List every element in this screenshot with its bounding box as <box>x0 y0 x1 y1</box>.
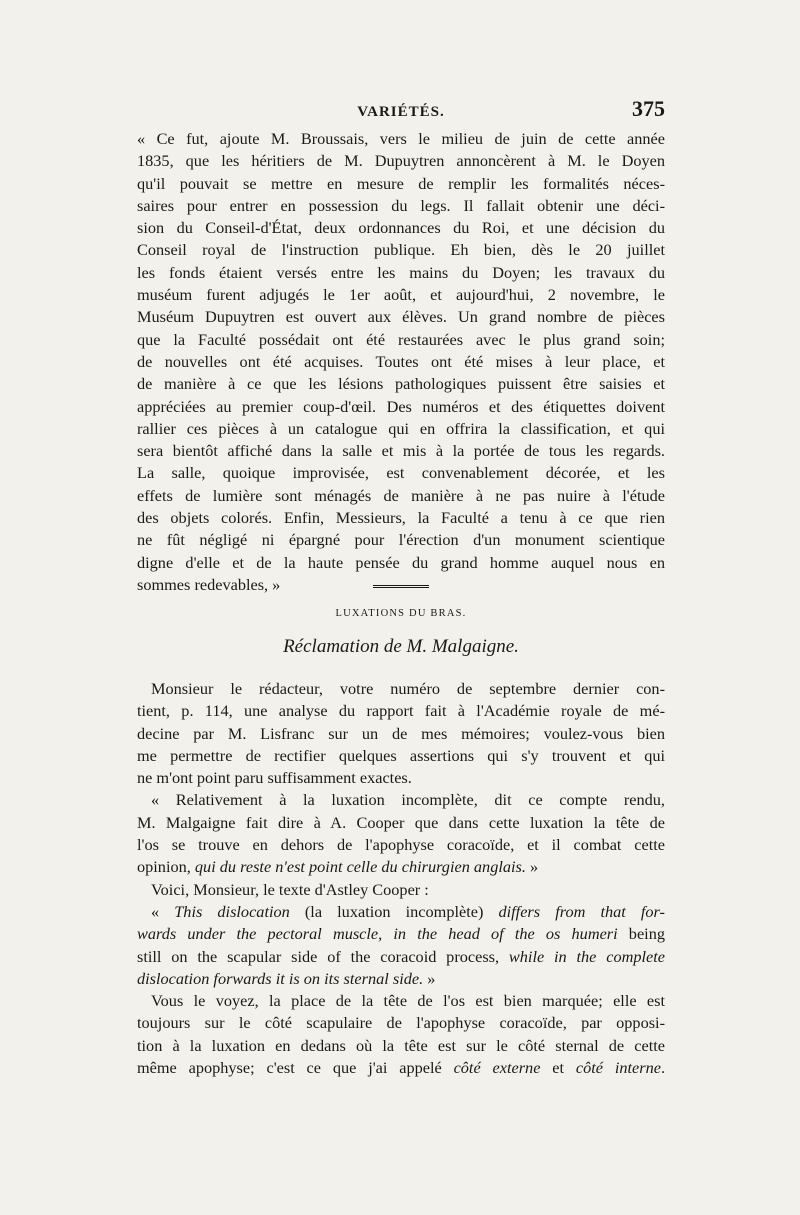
text-line: decine par M. Lisfranc sur un de mes mémoires; voulez-vous bien <box>137 723 665 743</box>
section-title: LUXATIONS DU BRAS. <box>335 608 467 619</box>
divider-rule <box>373 585 429 589</box>
running-head: VARIÉTÉS. <box>357 104 445 120</box>
text-line: 1835, que les héritiers de M. Dupuytren annoncèrent à M. le Doyen <box>137 151 665 171</box>
text-line: ne m'ont point paru suffisamment exactes. <box>137 768 412 788</box>
text-line: que la Faculté possédait ont été restaurées avec le plus grand soin; <box>137 329 665 349</box>
text-fragment: being <box>617 924 665 944</box>
text-line: qu'il pouvait se mettre en mesure de remplir les formalités néces- <box>137 173 665 193</box>
quoted-speech-paragraph <box>137 128 665 596</box>
text-line: appréciées au premier coup-d'œil. Des numéros et des étiquettes doivent <box>137 396 665 416</box>
text-line: tient, p. 114, une analyse du rapport fait à l'Académie royale de mé- <box>137 701 665 721</box>
text-line: Voici, Monsieur, le texte d'Astley Cooper : <box>151 879 429 899</box>
italic-fragment: wards under the pectoral muscle, in the head of the os humeri <box>137 924 618 944</box>
italic-fragment: dislocation forwards it is on its sternal side. <box>137 968 424 988</box>
text-fragment: . <box>660 1058 665 1078</box>
text-line: digne d'elle et de la haute pensée du grand homme auquel nous en <box>137 552 665 572</box>
text-line: saires pour entrer en possession du legs. Il fallait obtenir une déci- <box>137 195 665 215</box>
text-line: M. Malgaigne fait dire à A. Cooper que dans cette luxation la tête de <box>137 812 665 832</box>
text-fragment: (la luxation incomplète) <box>289 901 499 921</box>
text-line: Vous le voyez, la place de la tête de l'os est bien marquée; elle est <box>151 991 665 1011</box>
text-line: La salle, quoique improvisée, est convenablement décorée, et les <box>137 463 665 483</box>
text-line: effets de lumière sont ménagés de manière à ne pas nuire à l'étude <box>137 485 665 505</box>
text-line: Conseil royal de l'instruction publique. Eh bien, dès le 20 juillet <box>137 240 665 260</box>
text-fragment: still on the scapular side of the coracoid process, <box>137 946 509 966</box>
text-line: toujours sur le côté scapulaire de l'apophyse coracoïde, par opposi- <box>137 1013 665 1033</box>
text-line: me permettre de rectifier quelques assertions qui s'y trouvent et qui <box>137 745 665 765</box>
text-fragment: » <box>423 968 436 988</box>
text-line: sera bientôt affiché dans la salle et mis à la portée de tous les regards. <box>137 441 665 461</box>
text-fragment: opinion, <box>137 857 195 877</box>
italic-fragment: differs from that for- <box>498 901 665 921</box>
text-line: sommes redevables, » <box>137 574 281 594</box>
section-divider <box>137 582 665 592</box>
italic-fragment: côté interne <box>575 1058 661 1078</box>
text-fragment: « <box>151 901 175 921</box>
text-line: Monsieur le rédacteur, votre numéro de septembre dernier con- <box>151 679 665 698</box>
letter-body <box>137 678 665 1079</box>
text-line: l'os se trouve en dehors de l'apophyse coracoïde, et il combat cette <box>137 835 665 855</box>
text-line: « Relativement à la luxation incomplète, dit ce compte rendu, <box>151 790 665 810</box>
text-line <box>137 923 665 945</box>
text-line <box>137 1057 665 1079</box>
text-line <box>137 856 665 878</box>
text-line: les fonds étaient versés entre les mains du Doyen; les travaux du <box>137 262 665 282</box>
text-fragment: même apophyse; c'est ce que j'ai appelé <box>137 1058 454 1078</box>
italic-fragment: This dislocation <box>174 901 290 921</box>
section-subtitle: Réclamation de M. Malgaigne. <box>283 636 519 657</box>
text-fragment: et <box>540 1058 576 1078</box>
text-line: sion du Conseil-d'État, deux ordonnances du Roi, et une décision du <box>137 218 665 238</box>
page-number: 375 <box>632 96 665 121</box>
text-line: rallier ces pièces à un catalogue qui en offrira la classification, et qui <box>137 418 665 438</box>
text-line: « Ce fut, ajoute M. Broussais, vers le milieu de juin de cette année <box>137 129 665 148</box>
italic-fragment: while in the complete <box>508 946 665 966</box>
text-line: Muséum Dupuytren est ouvert aux élèves. Un grand nombre de pièces <box>137 307 665 327</box>
text-line <box>137 901 665 923</box>
text-line <box>137 946 665 968</box>
italic-fragment: côté externe <box>453 1058 541 1078</box>
text-line: ne fût négligé ni épargné pour l'érection d'un monument scientique <box>137 530 665 550</box>
page-header <box>137 96 665 126</box>
text-line: de manière à ce que les lésions pathologiques puissent être saisies et <box>137 374 665 394</box>
italic-fragment: qui du reste n'est point celle du chirurgien anglais. <box>194 857 526 877</box>
text-fragment: » <box>525 857 539 877</box>
text-line: muséum furent adjugés le 1er août, et aujourd'hui, 2 novembre, le <box>137 285 665 305</box>
text-line: de nouvelles ont été acquises. Toutes ont été mises à leur place, et <box>137 351 665 371</box>
text-line <box>137 968 665 990</box>
text-line: tion à la luxation en dedans où la tête est sur le côté sternal de cette <box>137 1035 665 1055</box>
text-line: des objets colorés. Enfin, Messieurs, la Faculté a tenu à ce que rien <box>137 508 665 528</box>
